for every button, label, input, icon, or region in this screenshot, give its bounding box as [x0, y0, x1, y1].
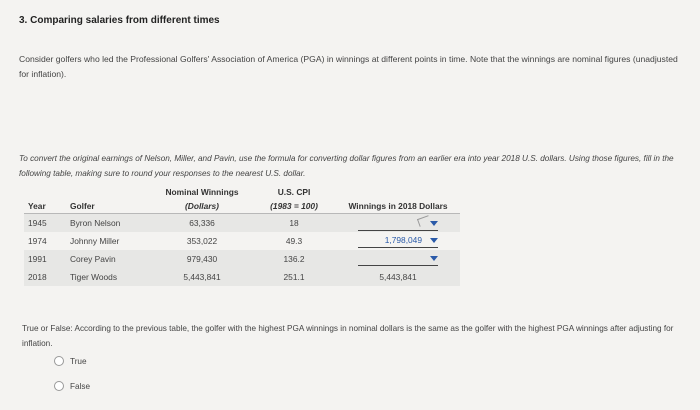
cell-golfer: Tiger Woods [64, 268, 152, 286]
header-nominal [152, 185, 252, 214]
radio-option-false[interactable] [54, 381, 90, 391]
winnings-dropdown-miller[interactable] [358, 234, 438, 248]
cell-cpi: 251.1 [252, 268, 336, 286]
radio-circle-icon[interactable] [54, 381, 64, 391]
cell-cpi: 136.2 [252, 250, 336, 268]
cell-cpi: 18 [252, 214, 336, 232]
salary-table [24, 185, 460, 286]
winnings-dropdown-nelson[interactable] [358, 217, 438, 231]
table-header-row [24, 185, 460, 214]
header-golfer: Golfer [64, 185, 152, 214]
cell-year: 1945 [24, 214, 64, 232]
cell-nominal: 353,022 [186, 235, 218, 246]
mouse-cursor-icon [417, 215, 431, 227]
header-nominal-line1: Nominal Winnings [165, 187, 239, 197]
cell-cpi: 49.3 [285, 235, 303, 246]
table-row [24, 232, 460, 250]
cell-winnings-2018 [336, 232, 460, 250]
radio-label-true: True [70, 356, 87, 366]
cell-winnings-2018 [336, 214, 460, 232]
header-cpi-line2: (1983 = 100) [270, 201, 318, 211]
header-year: Year [24, 185, 64, 214]
chevron-down-icon [430, 238, 438, 243]
header-winnings-2018: Winnings in 2018 Dollars [336, 185, 460, 214]
radio-circle-icon[interactable] [54, 356, 64, 366]
intro-paragraph: Consider golfers who led the Professional Golfers' Association of America (PGA) in winnings at different points in time. Note that the winnings are nominal figures (unadjusted for inflation). [19, 54, 678, 79]
header-cpi-line1: U.S. CPI [277, 187, 311, 197]
true-false-question: True or False: According to the previous table, the golfer with the highest PGA winnings in nominal dollars is the same as the golfer with the highest PGA winnings after adjusting for inflation. [22, 324, 674, 348]
instruction-paragraph: To convert the original earnings of Nelson, Miller, and Pavin, use the formula for converting dollar figures from an earlier era into year 2018 U.S. dollars. Using those figures, fill in the following table, making sure to round your responses to the nearest U.S. dollar. [19, 154, 674, 178]
cell-golfer: Byron Nelson [64, 214, 152, 232]
cell-golfer: Johnny Miller [70, 235, 120, 246]
cell-year: 1974 [28, 235, 47, 246]
radio-option-true[interactable] [54, 356, 87, 366]
cell-year: 2018 [24, 268, 64, 286]
cell-golfer: Corey Pavin [64, 250, 152, 268]
table-row [24, 268, 460, 286]
cell-nominal: 979,430 [152, 250, 252, 268]
chevron-down-icon [430, 256, 438, 261]
radio-label-false: False [70, 381, 91, 391]
chevron-down-icon [430, 221, 438, 226]
winnings-dropdown-pavin[interactable] [358, 252, 438, 266]
cell-winnings-2018: 5,443,841 [336, 268, 460, 286]
header-nominal-line2: (Dollars) [185, 201, 219, 211]
table-row [24, 214, 460, 232]
dropdown-value: 1,798,049 [384, 235, 422, 245]
table-row [24, 250, 460, 268]
cell-nominal: 5,443,841 [152, 268, 252, 286]
cell-nominal: 63,336 [152, 214, 252, 232]
cell-year: 1991 [24, 250, 64, 268]
cell-winnings-2018 [336, 250, 460, 268]
header-cpi [252, 185, 336, 214]
question-title: 3. Comparing salaries from different times [19, 15, 220, 26]
